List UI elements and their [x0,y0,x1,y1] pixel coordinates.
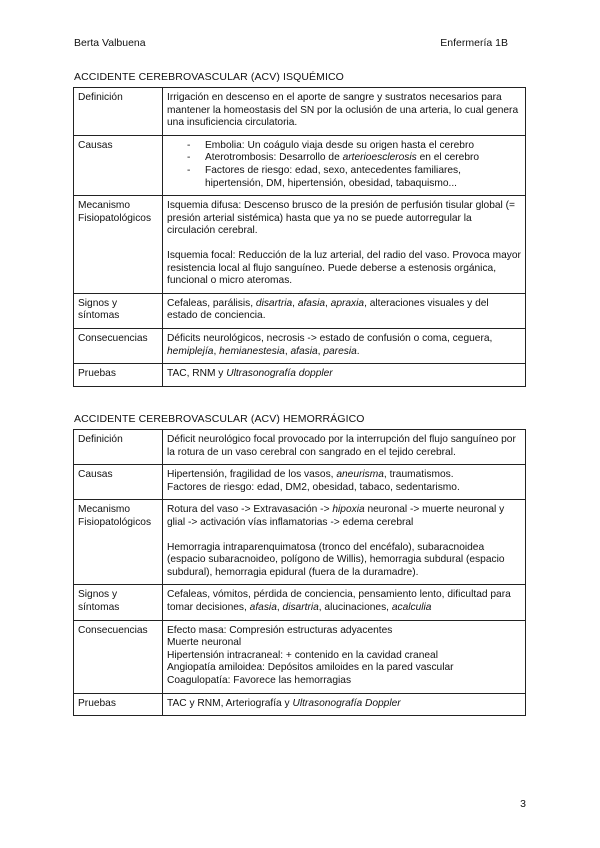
row-label: Pruebas [74,693,163,716]
paragraph: Isquemia focal: Reducción de la luz arterial, del radio del vaso. Provoca mayor resistencia local al flujo sanguíneo. Puede deberse a estenosis orgánica, funcional o micro ateromas. [167,249,521,287]
table-row [74,465,526,500]
row-label: Causas [74,135,163,195]
table-row [74,135,526,195]
list-item: - Aterotrombosis: Desarrollo de arterioesclerosis en el cerebro [187,152,521,165]
row-label: Signos y síntomas [74,293,163,328]
row-text: Irrigación en descenso en el aporte de sangre y sustratos necesarios para mantener la homeostasis del SN por la oclusión de una arteria, lo cual genera una insuficiencia circulatoria. [163,88,526,136]
row-text: Déficit neurológico focal provocado por la interrupción del flujo sanguíneo por la rotura de un vaso cerebral con sangrado en el tejido cerebral. [163,430,526,465]
causes-list [167,140,521,190]
paragraph: Isquemia difusa: Descenso brusco de la presión de perfusión tisular global (= presión arterial sistémica) hasta que ya no se puede autorregular la circulación cerebral. [167,200,515,237]
list-item: Hipertensión intracraneal: + contenido en la cavidad craneal [167,649,438,661]
table-row [74,293,526,328]
list-item: Efecto masa: Compresión estructuras adyacentes [167,624,393,636]
row-text [163,465,526,500]
list-item: - Embolia: Un coágulo viaja desde su origen hasta el cerebro [187,140,521,153]
paragraph: Rotura del vaso -> Extravasación -> hipoxia neuronal -> muerte neuronal y glial -> activación vías inflamatorias -> edema cerebral [167,504,505,528]
table-isquemico [73,87,526,387]
list-item: Muerte neuronal [167,637,242,649]
row-label: Definición [74,430,163,465]
list-item: Coagulopatía: Favorece las hemorragias [167,674,352,686]
table-row [74,328,526,363]
row-label: Pruebas [74,364,163,387]
table-row [74,693,526,716]
row-text [163,620,526,693]
section-title-isquemico: ACCIDENTE CEREBROVASCULAR (ACV) ISQUÉMICO [74,71,344,83]
list-item: - Factores de riesgo: edad, sexo, antecedentes familiares, hipertensión, DM, hipertensión, obesidad, tabaquismo... [187,165,521,190]
row-label: Mecanismo Fisiopatológicos [74,196,163,294]
row-label: Consecuencias [74,328,163,363]
row-text: Cefaleas, parálisis, disartria, afasia, apraxia, alteraciones visuales y del estado de conciencia. [163,293,526,328]
row-text [163,500,526,585]
header-author: Berta Valbuena [74,37,146,49]
list-item: Angiopatía amiloidea: Depósitos amiloides en la pared vascular [167,662,454,674]
page-number: 3 [520,798,526,810]
table-row [74,196,526,294]
row-text: TAC, RNM y Ultrasonografía doppler [163,364,526,387]
row-label: Consecuencias [74,620,163,693]
row-text: Cefaleas, vómitos, pérdida de conciencia, pensamiento lento, dificultad para tomar decisiones, afasia, disartria, alucinaciones, acalculia [163,585,526,620]
table-row [74,585,526,620]
row-text: Déficits neurológicos, necrosis -> estado de confusión o coma, ceguera, hemiplejía, hemianestesia, afasia, paresia. [163,328,526,363]
table-row [74,620,526,693]
row-label: Causas [74,465,163,500]
paragraph: Factores de riesgo: edad, DM2, obesidad, tabaco, sedentarismo. [167,481,460,493]
row-text [163,135,526,195]
table-hemorragico [73,429,526,716]
row-text: TAC y RNM, Arteriografía y Ultrasonografía Doppler [163,693,526,716]
row-text [163,196,526,294]
table-row [74,500,526,585]
row-label: Mecanismo Fisiopatológicos [74,500,163,585]
table-row [74,88,526,136]
header-course: Enfermería 1B [440,37,508,49]
row-label: Definición [74,88,163,136]
paragraph: Hipertensión, fragilidad de los vasos, aneurisma, traumatismos. [167,469,454,481]
row-label: Signos y síntomas [74,585,163,620]
section-title-hemorragico: ACCIDENTE CEREBROVASCULAR (ACV) HEMORRÁGICO [74,413,365,425]
paragraph: Hemorragia intraparenquimatosa (tronco del encéfalo), subaracnoidea (espacio subaracnoideo, polígono de Willis), hemorragia subdural (espacio subdural), hemorragia epidural (fuera de la duramadre). [167,541,505,578]
table-row [74,364,526,387]
table-row [74,430,526,465]
